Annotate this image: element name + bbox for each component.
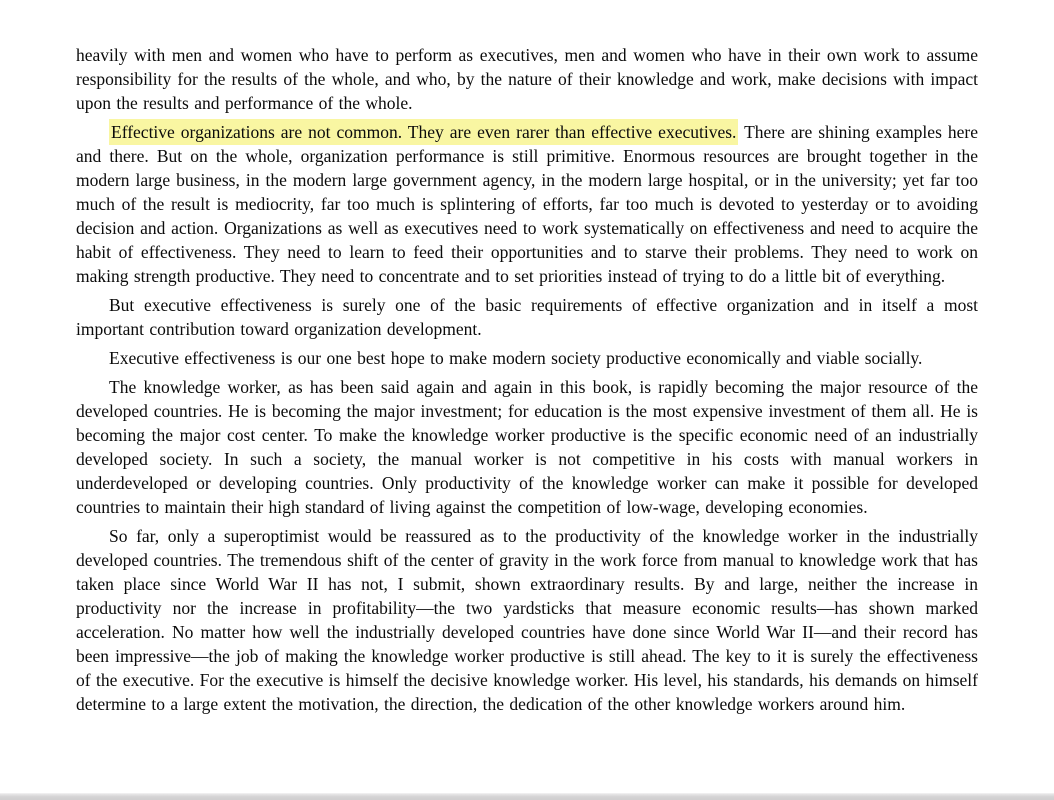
paragraph-text: So far, only a superoptimist would be reassured as to the productivity of the knowledge worker in the industrially developed countries. The tremendous shift of the center of gravity in the work force from manual to knowledge work that has taken place since World War II has not, I submit, shown extraordinary results. By and large, neither the increase in productivity nor the increase in profitability—the two yardsticks that measure economic results—has shown marked acceleration. No matter how well the industrially developed countries have done since World War II—and their record has been impressive—the job of making the knowledge worker productive is still ahead. The key to it is surely the effectiveness of the executive. For the executive is himself the decisive knowledge worker. His level, his standards, his demands on himself determine to a large extent the motivation, the direction, the dedication of the other knowledge workers around him. bbox=[76, 526, 978, 714]
paragraph-effective-organizations bbox=[76, 120, 978, 288]
paragraph-knowledge-worker bbox=[76, 375, 978, 519]
paragraph-text: The knowledge worker, as has been said again and again in this book, is rapidly becoming the major resource of the developed countries. He is becoming the major investment; for education is the most expensive investment of them all. He is becoming the major cost center. To make the knowledge worker productive is the specific economic need of an industrially developed society. In such a society, the manual worker is not competitive in his costs with manual workers in underdeveloped or developing countries. Only productivity of the knowledge worker can make it possible for developed countries to maintain their high standard of living against the competition of low-wage, developing economies. bbox=[76, 377, 978, 517]
paragraph-continuation bbox=[76, 43, 978, 115]
paragraph-executive-effectiveness-requirement bbox=[76, 293, 978, 341]
paragraph-superoptimist bbox=[76, 524, 978, 716]
highlighted-sentence[interactable]: Effective organizations are not common. They are even rarer than effective executives. bbox=[109, 119, 738, 145]
window-bottom-edge bbox=[0, 793, 1054, 800]
paragraph-one-best-hope bbox=[76, 346, 978, 370]
paragraph-text: Executive effectiveness is our one best hope to make modern society productive economically and viable socially. bbox=[109, 348, 923, 368]
paragraph-text: But executive effectiveness is surely one of the basic requirements of effective organization and in itself a most important contribution toward organization development. bbox=[76, 295, 978, 339]
paragraph-text: heavily with men and women who have to perform as executives, men and women who have in their own work to assume responsibility for the results of the whole, and who, by the nature of their knowledge and work, make decisions with impact upon the results and performance of the whole. bbox=[76, 45, 978, 113]
paragraph-text: There are shining examples here and there. But on the whole, organization performance is still primitive. Enormous resources are brought together in the modern large business, in the modern large government agency, in the modern large hospital, or in the university; yet far too much of the result is mediocrity, far too much is splintering of efforts, far too much is devoted to yesterday or to avoiding decision and action. Organizations as well as executives need to work systematically on effectiveness and need to acquire the habit of effectiveness. They need to learn to feed their opportunities and to starve their problems. They need to work on making strength productive. They need to concentrate and to set priorities instead of trying to do a little bit of everything. bbox=[76, 122, 978, 286]
